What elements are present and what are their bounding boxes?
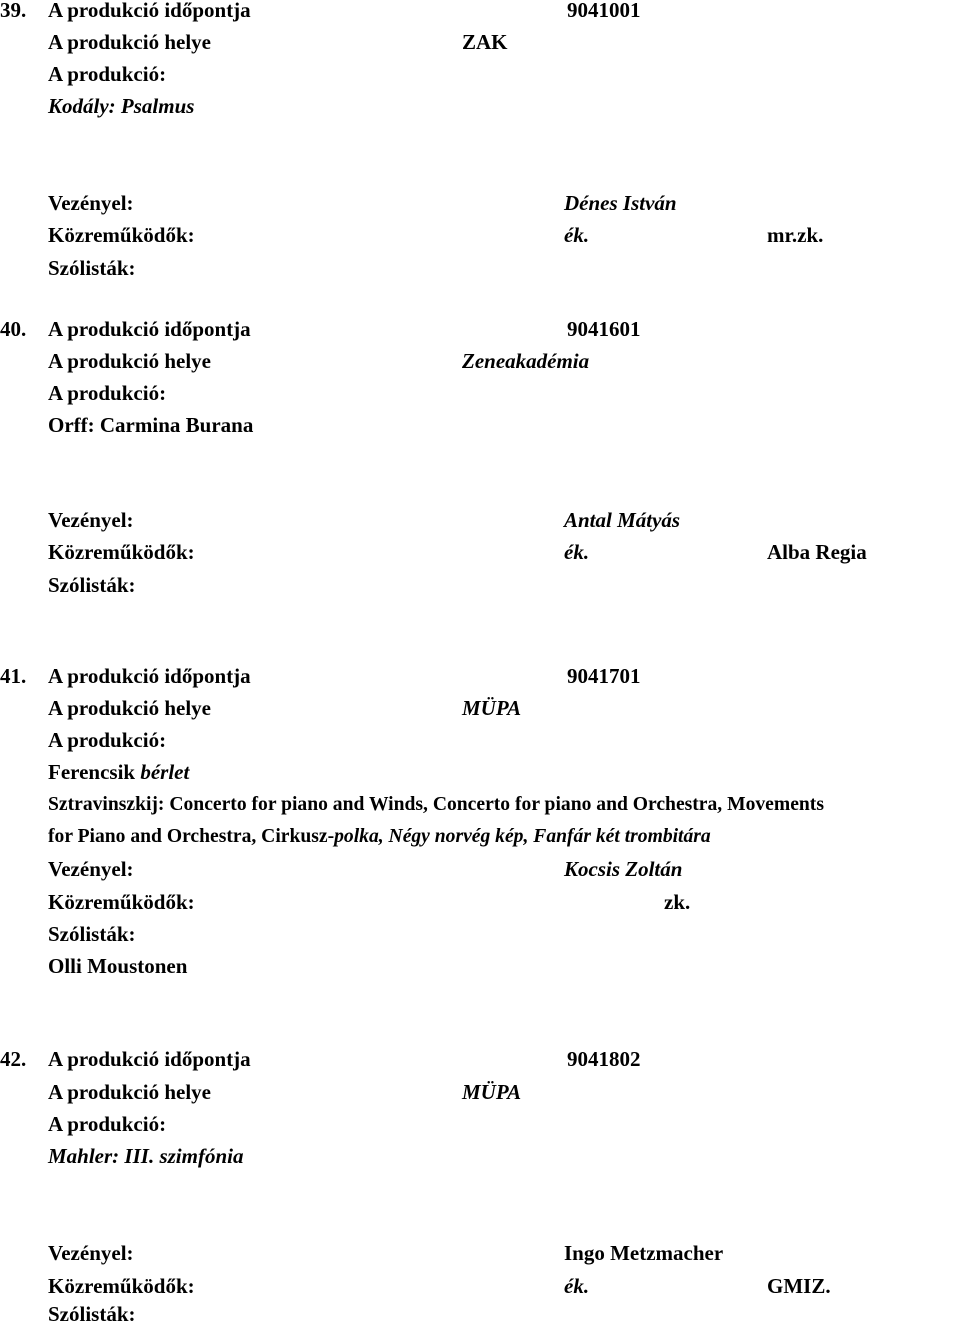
conductor-label: Vezényel: bbox=[48, 508, 134, 532]
contributors-value-2: zk. bbox=[664, 890, 691, 914]
conductor-value: Ingo Metzmacher bbox=[564, 1241, 724, 1265]
production-label: A produkció: bbox=[48, 728, 167, 752]
date-label: A produkció időpontja bbox=[48, 664, 251, 688]
series-suffix: bérlet bbox=[140, 760, 190, 784]
program-line-1: Sztravinszkij: Concerto for piano and Winds, Concerto for piano and Orchestra, Movements bbox=[48, 794, 824, 815]
entry-number: 42. bbox=[0, 1047, 27, 1071]
soloists-label: Szólisták: bbox=[48, 256, 136, 280]
venue-value: MÜPA bbox=[462, 696, 522, 720]
conductor-label: Vezényel: bbox=[48, 191, 134, 215]
conductor-value: Antal Mátyás bbox=[564, 508, 681, 532]
series-line bbox=[48, 760, 189, 784]
conductor-label: Vezényel: bbox=[48, 1241, 134, 1265]
production-label: A produkció: bbox=[48, 62, 167, 86]
entry-number: 39. bbox=[0, 0, 27, 22]
date-value: 9041802 bbox=[567, 1047, 641, 1071]
date-value: 9041601 bbox=[567, 317, 641, 341]
production-title: Kodály: Psalmus bbox=[48, 94, 195, 118]
production-title: Orff: Carmina Burana bbox=[48, 413, 254, 437]
program-line-2-plain: for Piano and Orchestra, Cirkusz- bbox=[48, 826, 335, 847]
venue-value: Zeneakadémia bbox=[462, 349, 590, 373]
venue-label: A produkció helye bbox=[48, 349, 211, 373]
venue-label: A produkció helye bbox=[48, 30, 211, 54]
contributors-value-2: GMIZ. bbox=[767, 1274, 831, 1298]
contributors-label: Közreműködők: bbox=[48, 223, 195, 247]
contributors-label: Közreműködők: bbox=[48, 890, 195, 914]
contributors-label: Közreműködők: bbox=[48, 1274, 195, 1298]
contributors-value-1: ék. bbox=[564, 540, 590, 564]
date-label: A produkció időpontja bbox=[48, 0, 251, 22]
soloists-label: Szólisták: bbox=[48, 922, 136, 946]
soloists-label: Szólisták: bbox=[48, 573, 136, 597]
date-label: A produkció időpontja bbox=[48, 1047, 251, 1071]
date-label: A produkció időpontja bbox=[48, 317, 251, 341]
conductor-label: Vezényel: bbox=[48, 857, 134, 881]
contributors-value-1: ék. bbox=[564, 223, 590, 247]
entry-number: 41. bbox=[0, 664, 27, 688]
contributors-value-2: mr.zk. bbox=[767, 223, 824, 247]
soloists-label: Szólisták: bbox=[48, 1302, 136, 1326]
venue-label: A produkció helye bbox=[48, 1080, 211, 1104]
production-title: Mahler: III. szimfónia bbox=[48, 1144, 244, 1168]
date-value: 9041701 bbox=[567, 664, 641, 688]
conductor-value: Dénes István bbox=[564, 191, 677, 215]
venue-label: A produkció helye bbox=[48, 696, 211, 720]
production-label: A produkció: bbox=[48, 381, 167, 405]
venue-value: MÜPA bbox=[462, 1080, 522, 1104]
production-label: A produkció: bbox=[48, 1112, 167, 1136]
soloist-name: Olli Moustonen bbox=[48, 954, 188, 978]
program-line-2 bbox=[48, 825, 711, 849]
contributors-label: Közreműködők: bbox=[48, 540, 195, 564]
program-line-2-italic: polka, Négy norvég kép, Fanfár két trombitára bbox=[334, 826, 711, 847]
conductor-value: Kocsis Zoltán bbox=[564, 857, 683, 881]
entry-number: 40. bbox=[0, 317, 27, 341]
series-name: Ferencsik bbox=[48, 760, 136, 784]
contributors-value-1: ék. bbox=[564, 1274, 590, 1298]
date-value: 9041001 bbox=[567, 0, 641, 22]
contributors-value-2: Alba Regia bbox=[767, 540, 867, 564]
venue-value: ZAK bbox=[462, 30, 508, 54]
